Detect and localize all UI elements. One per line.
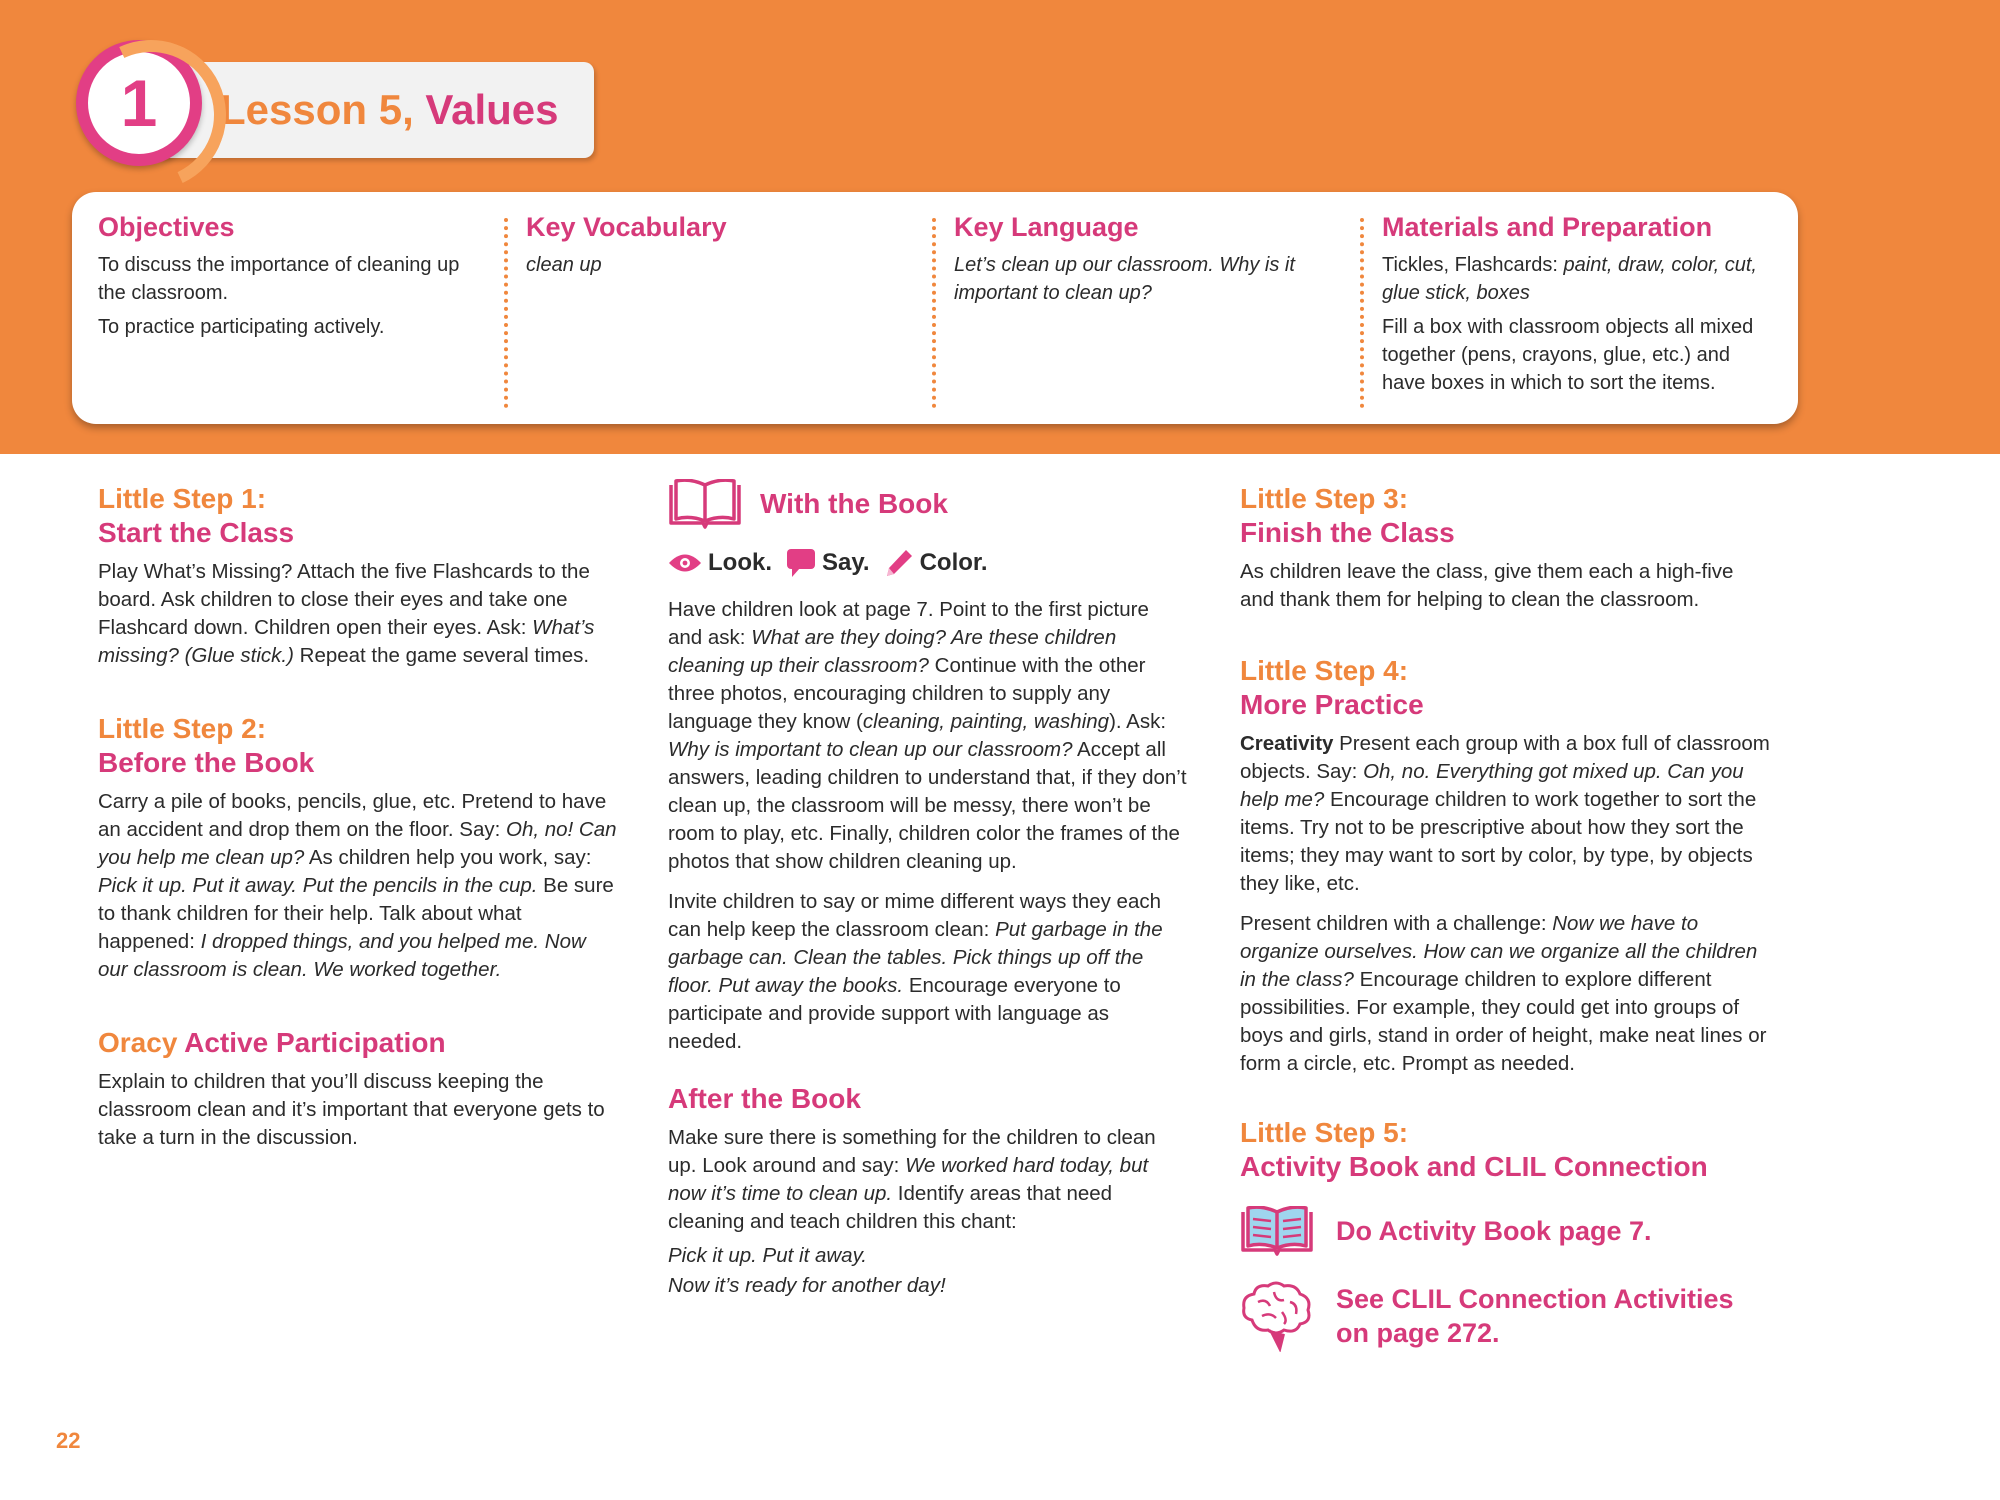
vocabulary-section <box>500 202 928 414</box>
step4-text-1: Present each group with a box full of classroom objects. Say: <box>1240 732 1770 783</box>
speech-bubble-icon <box>786 548 816 578</box>
step1-italic-1: What’s missing? (Glue stick.) <box>98 616 595 667</box>
step2-italic-1: Oh, no! Can you help me clean up? <box>98 818 617 869</box>
page-number: 22 <box>56 1428 81 1453</box>
step1-body <box>98 558 618 670</box>
wb-p1-text-2: Continue with the other three photos, encouraging children to supply any language they know ( <box>668 654 1146 733</box>
wb-p1-text-4: Accept all answers, leading children to understand that, if they don’t clean up, the classroom will be messy, there won’t be room to play, etc. Finally, children color the frames of the photos that show children cleaning up. <box>668 738 1187 873</box>
clil-line-2: on page 272. <box>1336 1318 1500 1348</box>
look-label: Look. <box>708 549 772 576</box>
step3-label: Little Step 3: <box>1240 483 1409 514</box>
language-section <box>928 202 1356 414</box>
wb-p2-italic-1: Put garbage in the garbage can. Clean the tables. Pick things up off the floor. Put away the books. <box>668 918 1163 997</box>
creativity-label: Creativity <box>1240 732 1334 755</box>
step2-title: Before the Book <box>98 747 315 778</box>
step4-text-2: Encourage children to work together to sort the items. Try not to be prescriptive about how they sort the items; they may want to sort by color, by type, by objects they like, etc. <box>1240 788 1757 895</box>
step2-heading <box>98 712 618 780</box>
right-column <box>1240 482 1770 1352</box>
oracy-heading <box>98 1026 618 1060</box>
language-text: Let’s clean up our classroom. Why is it important to clean up? <box>954 254 1295 304</box>
step5-title: Activity Book and CLIL Connection <box>1240 1151 1708 1182</box>
middle-column <box>668 476 1188 1312</box>
chant-line-2: Now it’s ready for another day! <box>668 1274 946 1297</box>
step5-label: Little Step 5: <box>1240 1117 1409 1148</box>
activity-book-icon <box>1240 1206 1314 1256</box>
wb-p1-text-1: Have children look at page 7. Point to the first picture and ask: <box>668 598 1149 649</box>
say-item <box>786 548 870 578</box>
with-book-heading <box>668 476 1188 532</box>
materials-line-1 <box>1382 251 1774 307</box>
wb-p1-italic-3: Why is important to clean up our classroom? <box>668 738 1073 761</box>
step4-italic-1: Oh, no. Everything got mixed up. Can you help me? <box>1240 760 1744 811</box>
oracy-body <box>98 1068 618 1152</box>
after-book-heading: After the Book <box>668 1083 861 1114</box>
lesson-title-suffix: Values <box>425 86 559 133</box>
materials-flashcards-label: Tickles, Flashcards: <box>1382 254 1564 276</box>
activity-book-text: Do Activity Book page 7. <box>1336 1216 1652 1246</box>
step2-text-3: Be sure to thank children for their help. Talk about what happened: <box>98 874 614 953</box>
step4-title: More Practice <box>1240 689 1424 720</box>
vocabulary-heading: Key Vocabulary <box>526 212 727 242</box>
wb-p2-text-2: Encourage everyone to participate and provide support with language as needed. <box>668 974 1121 1053</box>
look-say-color-row <box>668 548 1188 578</box>
materials-section <box>1356 202 1798 414</box>
step3-body <box>1240 558 1770 614</box>
chant-line-1: Pick it up. Put it away. <box>668 1244 868 1267</box>
step4-italic-2: Now we have to organize ourselves. How can we organize all the children in the class? <box>1240 912 1758 991</box>
wb-p1-italic-2: cleaning, painting, washing <box>862 710 1110 733</box>
say-label: Say. <box>822 549 870 576</box>
with-book-title: With the Book <box>760 488 948 519</box>
step2-italic-2: Pick it up. Put it away. Put the pencils in the cup. <box>98 874 538 897</box>
clil-line-1: See CLIL Connection Activities <box>1336 1284 1734 1314</box>
step3-heading <box>1240 482 1770 550</box>
step2-text-2: As children help you work, say: <box>304 846 592 869</box>
left-column <box>98 482 618 1164</box>
wb-p2-text-1: Invite children to say or mime different ways they each can help keep the classroom clean: <box>668 890 1161 941</box>
activity-book-row <box>1240 1206 1770 1256</box>
step1-title: Start the Class <box>98 517 295 548</box>
clil-text <box>1336 1282 1734 1350</box>
step5-heading <box>1240 1116 1770 1184</box>
pencil-icon <box>884 548 914 578</box>
oracy-label: Oracy <box>98 1027 185 1058</box>
color-label: Color. <box>919 549 988 576</box>
oracy-title: Active Participation <box>184 1027 446 1058</box>
ab-italic-1: We worked hard today, but now it’s time to clean up. <box>668 1154 1149 1205</box>
step2-body <box>98 788 618 984</box>
step4-body <box>1240 730 1770 1078</box>
language-heading: Key Language <box>954 212 1139 242</box>
wb-p1-text-3: ). Ask: <box>1109 710 1167 733</box>
ab-text-2: Identify areas that need cleaning and teach children this chant: <box>668 1182 1113 1233</box>
eye-icon <box>668 552 702 574</box>
step4-text-3: Present children with a challenge: <box>1240 912 1553 935</box>
lesson-number: 1 <box>120 66 158 140</box>
brain-icon <box>1240 1280 1314 1352</box>
materials-heading: Materials and Preparation <box>1382 212 1713 242</box>
step1-label: Little Step 1: <box>98 483 267 514</box>
step2-italic-3: I dropped things, and you helped me. Now our classroom is clean. We worked together. <box>98 930 586 981</box>
objective-2: To practice participating actively. <box>98 316 385 338</box>
step2-label: Little Step 2: <box>98 713 267 744</box>
materials-line-2: Fill a box with classroom objects all mixed together (pens, crayons, glue, etc.) and have boxes in which to sort the items. <box>1382 316 1754 394</box>
lesson-info-card <box>72 192 1798 424</box>
lesson-title-prefix: Lesson 5, <box>220 86 414 133</box>
objectives-heading: Objectives <box>98 212 235 242</box>
step4-text-4: Encourage children to explore different possibilities. For example, they could get into groups of boys and girls, stand in order of height, make neat lines or form a circle, etc. Prompt as needed. <box>1240 968 1767 1075</box>
step1-text-1: Play What’s Missing? Attach the five Flashcards to the board. Ask children to close their eyes and take one Flashcard down. Children open their eyes. Ask: <box>98 560 590 639</box>
step3-title: Finish the Class <box>1240 517 1455 548</box>
step3-text: As children leave the class, give them each a high-five and thank them for helping to clean the classroom. <box>1240 560 1734 611</box>
objective-1: To discuss the importance of cleaning up the classroom. <box>98 254 460 304</box>
step1-heading <box>98 482 618 550</box>
open-book-icon <box>668 479 742 529</box>
oracy-text: Explain to children that you’ll discuss keeping the classroom clean and it’s important that everyone gets to take a turn in the discussion. <box>98 1070 605 1149</box>
clil-row <box>1240 1280 1770 1352</box>
step1-text-2: Repeat the game several times. <box>293 644 590 667</box>
vocabulary-text: clean up <box>526 254 602 276</box>
with-book-body <box>668 596 1188 1056</box>
step2-text-1: Carry a pile of books, pencils, glue, etc. Pretend to have an accident and drop them on the floor. Say: <box>98 790 607 841</box>
wb-p1-italic-1: What are they doing? Are these children cleaning up their classroom? <box>668 626 1117 677</box>
lesson-number-badge <box>76 40 202 166</box>
objectives-section <box>72 202 500 414</box>
step4-label: Little Step 4: <box>1240 655 1409 686</box>
color-item <box>884 548 988 578</box>
step4-heading <box>1240 654 1770 722</box>
ab-text-1: Make sure there is something for the children to clean up. Look around and say: <box>668 1126 1156 1177</box>
materials-flashcards-list: paint, draw, color, cut, glue stick, boxes <box>1382 254 1757 304</box>
after-book-body <box>668 1124 1188 1300</box>
look-item <box>668 549 772 577</box>
